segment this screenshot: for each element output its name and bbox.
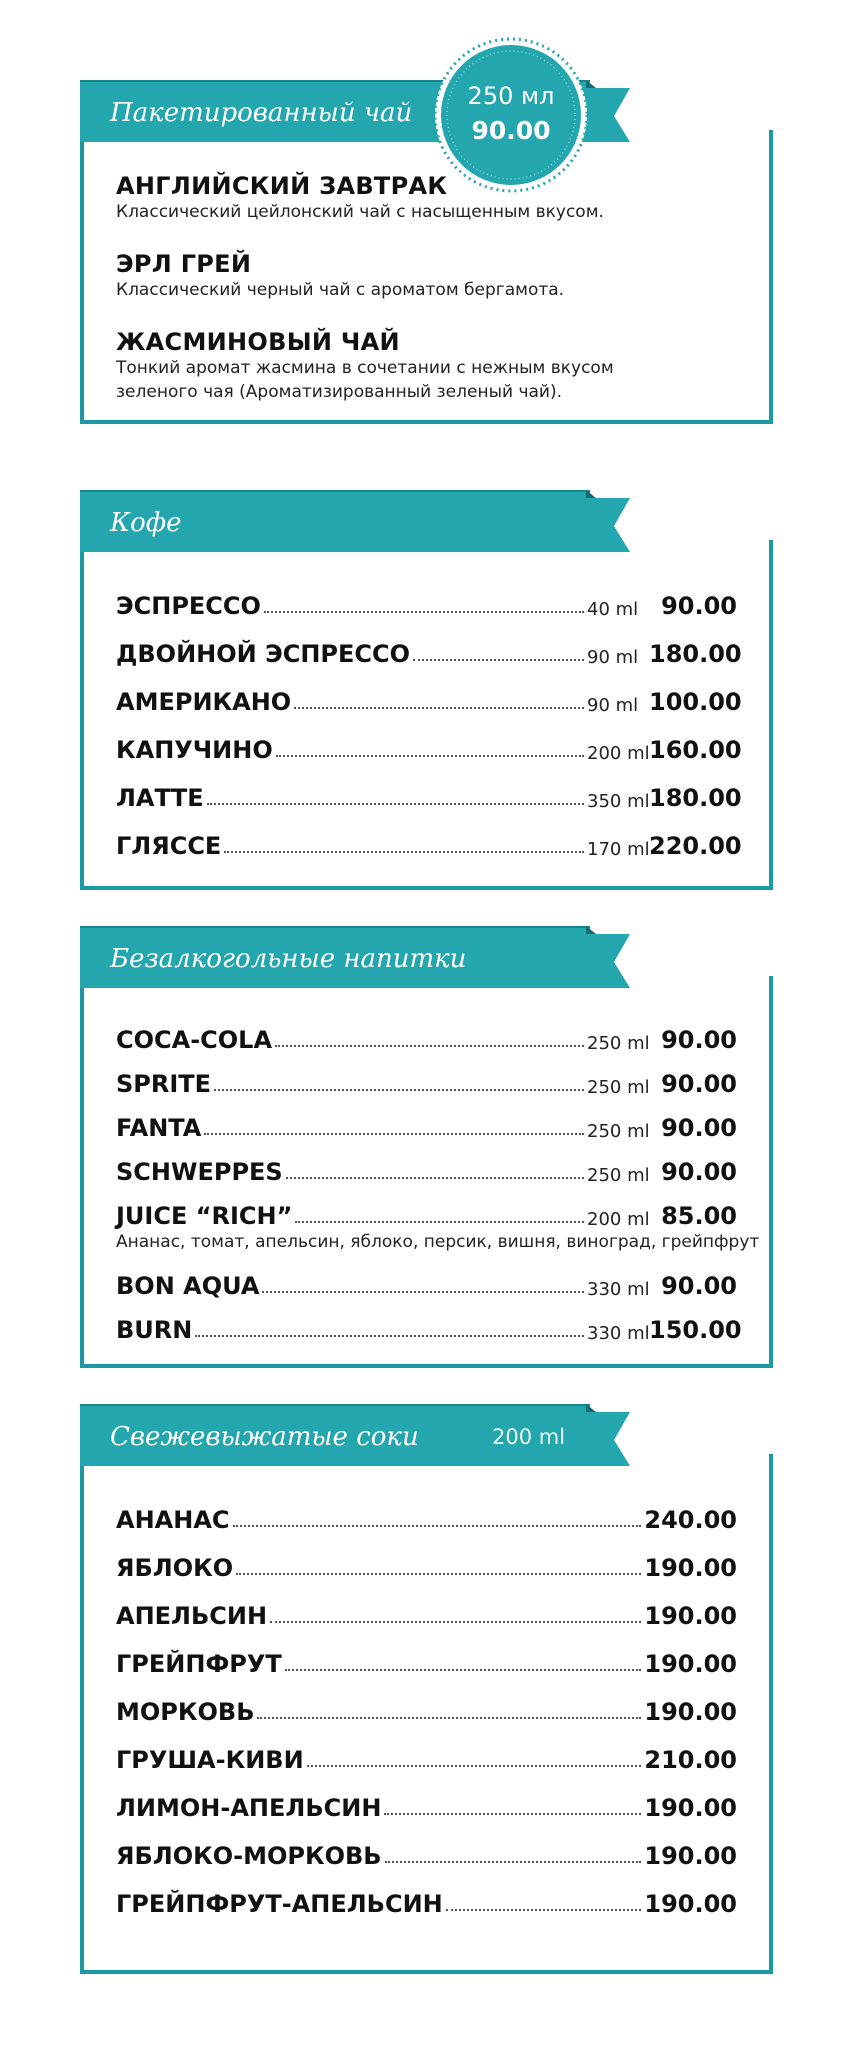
- item-price: 190.00: [644, 1698, 737, 1726]
- dot-leader: [295, 1221, 584, 1223]
- item-volume: 330 ml: [587, 1279, 650, 1300]
- fresh-juices-banner: [80, 1404, 590, 1466]
- item-name: ГЛЯССЕ: [116, 832, 222, 860]
- fresh-juices-section: [80, 1404, 773, 1974]
- item-name: ДВОЙНОЙ ЭСПРЕССО: [116, 640, 411, 668]
- soft-drinks-section: [80, 926, 773, 1366]
- item-name: ГРЕЙПФРУТ-АПЕЛЬСИН: [116, 1890, 443, 1918]
- dot-leader: [270, 1621, 641, 1623]
- item-volume: 90 ml: [587, 647, 639, 668]
- item-price: 190.00: [644, 1554, 737, 1582]
- dot-leader: [214, 1089, 584, 1091]
- dot-leader: [195, 1335, 584, 1337]
- item-name: ЭСПРЕССО: [116, 592, 261, 620]
- item-name: SPRITE: [116, 1070, 212, 1098]
- dot-leader: [275, 1045, 584, 1047]
- item-name: КАПУЧИНО: [116, 736, 273, 764]
- item-name: ЛАТТЕ: [116, 784, 204, 812]
- fresh-juices-volume: 200 ml: [492, 1425, 566, 1449]
- item-price: 90.00: [661, 1158, 737, 1186]
- fresh-juice-row: [116, 1740, 737, 1774]
- tea-price: 90.00: [471, 116, 551, 145]
- item-name: ЛИМОН-АПЕЛЬСИН: [116, 1794, 382, 1822]
- dot-leader: [286, 1177, 584, 1179]
- tea-item-desc: Классический цейлонский чай с насыщенным вкусом.: [116, 202, 604, 222]
- item-volume: 90 ml: [587, 695, 639, 716]
- item-name: FANTA: [116, 1114, 202, 1142]
- item-price: 160.00: [649, 736, 742, 764]
- dot-leader: [233, 1525, 642, 1527]
- tea-item-name: АНГЛИЙСКИЙ ЗАВТРАК: [116, 172, 448, 200]
- item-price: 190.00: [644, 1842, 737, 1870]
- tea-volume: 250 мл: [467, 82, 555, 110]
- item-volume: 200 ml: [587, 743, 650, 764]
- soft-drink-row: [116, 1310, 742, 1344]
- item-volume: 330 ml: [587, 1323, 650, 1344]
- item-volume: 250 ml: [587, 1121, 650, 1142]
- item-name: ЯБЛОКО-МОРКОВЬ: [116, 1842, 382, 1870]
- tea-item-desc: Тонкий аромат жасмина в сочетании с нежным вкусом: [116, 358, 614, 378]
- dot-leader: [446, 1909, 642, 1911]
- item-volume: 40 ml: [587, 599, 639, 620]
- tea-section: [80, 80, 773, 440]
- fresh-juice-row: [116, 1500, 737, 1534]
- soft-drink-row: [116, 1266, 737, 1300]
- fresh-juice-row: [116, 1692, 737, 1726]
- item-price: 240.00: [644, 1506, 737, 1534]
- dot-leader: [307, 1765, 642, 1767]
- item-price: 180.00: [649, 640, 742, 668]
- tea-item: [116, 328, 614, 404]
- coffee-row: [116, 778, 742, 812]
- fresh-juice-row: [116, 1596, 737, 1630]
- dot-leader: [224, 851, 584, 853]
- tea-item-name: ЖАСМИНОВЫЙ ЧАЙ: [116, 328, 400, 356]
- item-price: 190.00: [644, 1602, 737, 1630]
- item-price: 190.00: [644, 1890, 737, 1918]
- item-name: ЯБЛОКО: [116, 1554, 234, 1582]
- item-price: 220.00: [649, 832, 742, 860]
- soft-drink-row: [116, 1196, 737, 1230]
- price-seal-icon: [432, 36, 590, 194]
- dot-leader: [413, 659, 584, 661]
- flag-ribbon-icon: [586, 80, 630, 142]
- flag-ribbon-icon: [586, 490, 630, 552]
- item-price: 190.00: [644, 1650, 737, 1678]
- dot-leader: [236, 1573, 641, 1575]
- dot-leader: [204, 1133, 584, 1135]
- item-volume: 250 ml: [587, 1077, 650, 1098]
- dot-leader: [276, 755, 584, 757]
- soft-drink-row: [116, 1020, 737, 1054]
- item-name: JUICE “RICH”: [116, 1202, 293, 1230]
- item-price: 90.00: [661, 1272, 737, 1300]
- fresh-juices-title: Свежевыжатые соки: [110, 1422, 419, 1452]
- flag-ribbon-icon: [586, 1404, 630, 1466]
- item-name: COCA-COLA: [116, 1026, 273, 1054]
- tea-banner: Пакетированный чай: [80, 80, 590, 142]
- item-price: 180.00: [649, 784, 742, 812]
- dot-leader: [385, 1861, 642, 1863]
- juice-flavors-note: Ананас, томат, апельсин, яблоко, персик, вишня, виноград, грейпфрут: [116, 1232, 760, 1252]
- item-price: 90.00: [661, 1114, 737, 1142]
- dot-leader: [264, 611, 584, 613]
- fresh-juice-row: [116, 1884, 737, 1918]
- item-volume: 250 ml: [587, 1165, 650, 1186]
- item-name: АМЕРИКАНО: [116, 688, 292, 716]
- soft-drink-row: [116, 1064, 737, 1098]
- item-volume: 170 ml: [587, 839, 650, 860]
- item-name: АНАНАС: [116, 1506, 230, 1534]
- coffee-row: [116, 634, 742, 668]
- item-price: 90.00: [661, 1026, 737, 1054]
- item-price: 85.00: [661, 1202, 737, 1230]
- coffee-section: [80, 490, 773, 890]
- item-price: 90.00: [661, 592, 737, 620]
- item-volume: 250 ml: [587, 1033, 650, 1054]
- tea-item-desc: зеленого чая (Ароматизированный зеленый чай).: [116, 382, 562, 402]
- soft-drink-row: [116, 1152, 737, 1186]
- flag-ribbon-icon: [586, 926, 630, 988]
- item-price: 150.00: [649, 1316, 742, 1344]
- fresh-juice-row: [116, 1836, 737, 1870]
- item-volume: 350 ml: [587, 791, 650, 812]
- item-name: ГРУША-КИВИ: [116, 1746, 304, 1774]
- tea-item: [116, 172, 604, 224]
- tea-item: [116, 250, 564, 302]
- item-price: 100.00: [649, 688, 742, 716]
- soft-drinks-banner: Безалкогольные напитки: [80, 926, 590, 988]
- fresh-juice-row: [116, 1788, 737, 1822]
- coffee-banner: Кофе: [80, 490, 590, 552]
- coffee-row: [116, 826, 742, 860]
- item-price: 190.00: [644, 1794, 737, 1822]
- dot-leader: [257, 1717, 641, 1719]
- dot-leader: [207, 803, 584, 805]
- fresh-juice-row: [116, 1644, 737, 1678]
- soft-drink-row: [116, 1108, 737, 1142]
- item-name: ГРЕЙПФРУТ: [116, 1650, 282, 1678]
- item-price: 210.00: [644, 1746, 737, 1774]
- dot-leader: [285, 1669, 642, 1671]
- item-name: МОРКОВЬ: [116, 1698, 255, 1726]
- item-name: АПЕЛЬСИН: [116, 1602, 268, 1630]
- dot-leader: [384, 1813, 641, 1815]
- coffee-row: [116, 682, 742, 716]
- item-name: SCHWEPPES: [116, 1158, 283, 1186]
- item-name: BON AQUA: [116, 1272, 260, 1300]
- coffee-row: [116, 586, 737, 620]
- dot-leader: [262, 1291, 584, 1293]
- dot-leader: [294, 707, 584, 709]
- item-name: BURN: [116, 1316, 193, 1344]
- item-price: 90.00: [661, 1070, 737, 1098]
- tea-item-name: ЭРЛ ГРЕЙ: [116, 250, 252, 278]
- coffee-row: [116, 730, 742, 764]
- fresh-juice-row: [116, 1548, 737, 1582]
- item-volume: 200 ml: [587, 1209, 650, 1230]
- tea-item-desc: Классический черный чай с ароматом бергамота.: [116, 280, 565, 300]
